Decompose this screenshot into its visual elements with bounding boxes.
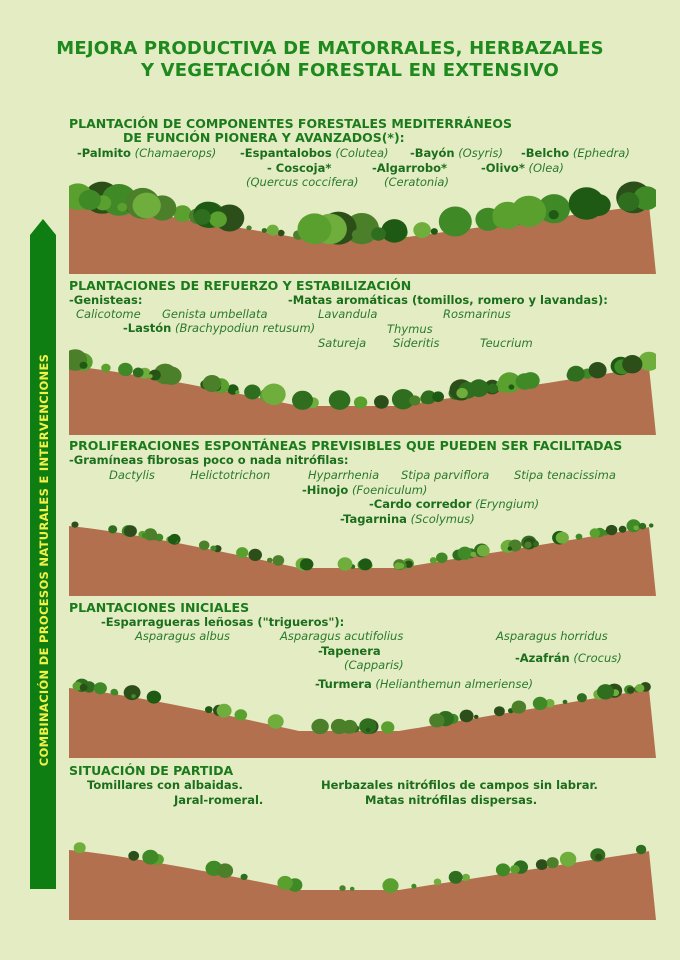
- species-cardo-corredor: [369, 497, 539, 511]
- vegetation-shrub: [432, 391, 444, 402]
- text-tomillares: Tomillares con albaidas.: [87, 778, 243, 792]
- vegetation-shrub: [108, 525, 117, 533]
- species-common-name: -Olivo*: [481, 161, 525, 175]
- vegetation-shrub: [549, 210, 559, 219]
- vegetation-shrub: [597, 684, 614, 699]
- vegetation-shrub: [635, 684, 644, 692]
- landscape-iniciales: [69, 676, 656, 758]
- species-common-name: -Belcho: [521, 146, 570, 160]
- section-espontaneas-heading: PROLIFERACIONES ESPONTÁNEAS PREVISIBLES QUE PUEDEN SER FACILITADAS: [69, 438, 623, 453]
- vegetation-shrub: [248, 549, 262, 561]
- species-scientific-name: (Ephedra): [572, 146, 630, 160]
- vegetation-shrub: [524, 542, 531, 549]
- species-bayon: [410, 146, 503, 160]
- vegetation-shrub: [590, 528, 600, 538]
- vegetation-shrub: [267, 225, 279, 236]
- species-scientific-name: (Brachypodiun retusum): [174, 321, 316, 335]
- species-rosmarinus: Rosmarinus: [443, 307, 511, 321]
- vegetation-shrub: [381, 721, 394, 733]
- section-partida-heading: SITUACIÓN DE PARTIDA: [69, 763, 234, 778]
- vegetation-shrub: [94, 682, 107, 694]
- vegetation-shrub: [217, 863, 233, 878]
- text-matas-nitrofilas: Matas nitrófilas dispersas.: [365, 793, 538, 807]
- vegetation-shrub: [371, 227, 386, 240]
- vegetation-shrub: [205, 706, 213, 713]
- vegetation-shrub: [627, 519, 641, 532]
- species-scientific-name: (Colutea): [335, 146, 389, 160]
- vegetation-shrub: [147, 691, 161, 704]
- landscape-refuerzo: [69, 344, 656, 435]
- vegetation-shrub: [268, 714, 284, 729]
- vegetation-shrub: [236, 547, 248, 558]
- vegetation-shrub: [329, 390, 351, 410]
- vegetation-shrub: [569, 187, 605, 219]
- vegetation-shrub: [547, 857, 559, 868]
- vegetation-shrub: [496, 863, 510, 876]
- vegetation-shrub: [411, 884, 416, 889]
- species-genista: Genista umbellata: [162, 307, 268, 321]
- vegetation-shrub: [359, 558, 372, 570]
- vegetation-shrub: [563, 700, 568, 704]
- species-scientific-name: (Helianthemun almeriense): [375, 677, 534, 691]
- species-thymus: Thymus: [387, 322, 433, 336]
- vegetation-shrub: [618, 192, 639, 211]
- vegetation-shrub: [111, 689, 118, 696]
- vegetation-shrub: [382, 878, 398, 893]
- vegetation-shrub: [79, 190, 101, 210]
- vegetation-shrub: [350, 887, 355, 891]
- vegetation-shrub: [148, 374, 153, 378]
- species-sideritis: Sideritis: [393, 336, 440, 350]
- species-scientific-name: (Osyris): [458, 146, 503, 160]
- vegetation-shrub: [516, 373, 534, 389]
- species-common-name: -Lastón: [123, 321, 172, 335]
- vegetation-shrub: [458, 547, 473, 560]
- section-forestales-heading-2: DE FUNCIÓN PIONERA Y AVANZADOS(*):: [123, 130, 405, 145]
- vegetation-shrub: [462, 874, 470, 881]
- species-common-name: -Tagarnina: [340, 512, 407, 526]
- vegetation-shrub: [80, 362, 88, 369]
- vegetation-shrub: [439, 207, 472, 237]
- species-stipa-parviflora: Stipa parviflora: [401, 468, 490, 482]
- vegetation-shrub: [595, 854, 602, 860]
- vegetation-shrub: [430, 557, 437, 564]
- vegetation-shrub: [633, 525, 638, 530]
- section-forestales-heading-1: PLANTACIÓN DE COMPONENTES FORESTALES MEDITERRÁNEOS: [69, 116, 512, 131]
- vegetation-shrub: [72, 522, 79, 528]
- section-refuerzo-heading: PLANTACIONES DE REFUERZO Y ESTABILIZACIÓN: [69, 278, 412, 293]
- vegetation-shrub: [533, 697, 548, 710]
- species-teucrium: Teucrium: [480, 336, 533, 350]
- vegetation-shrub: [275, 557, 284, 565]
- vegetation-shrub: [210, 546, 216, 552]
- species-esparragueras: -Esparragueras leñosas ("trigueros"):: [101, 615, 345, 629]
- vegetation-shrub: [621, 528, 625, 532]
- vegetation-shrub: [606, 525, 617, 535]
- vegetation-shrub: [161, 367, 181, 385]
- species-scientific-name: (Olea): [528, 161, 564, 175]
- species-asparagus-horridus: Asparagus horridus: [496, 629, 608, 643]
- species-stipa-tenacissima: Stipa tenacissima: [514, 468, 616, 482]
- species-dactylis: Dactylis: [109, 468, 155, 482]
- vegetation-shrub: [133, 193, 161, 219]
- vegetation-shrub: [622, 355, 642, 373]
- species-asparagus-acutifolius: Asparagus acutifolius: [280, 629, 404, 643]
- species-palmito: [77, 146, 216, 160]
- vegetation-shrub: [536, 859, 548, 870]
- vegetation-shrub: [366, 728, 371, 732]
- vegetation-shrub: [449, 871, 463, 884]
- vegetation-shrub: [142, 533, 148, 538]
- species-coscoja-scientific: (Quercus coccifera): [246, 175, 359, 189]
- species-algarrobo-scientific: (Ceratonia): [384, 175, 449, 189]
- vegetation-shrub: [639, 523, 646, 530]
- vegetation-shrub: [150, 533, 158, 540]
- species-common-name: -Cardo corredor: [369, 497, 472, 511]
- vegetation-shrub: [560, 852, 576, 867]
- vegetation-shrub: [235, 390, 239, 394]
- species-olivo: [481, 161, 564, 175]
- vegetation-shrub: [434, 879, 442, 886]
- species-helictotrichon: Helictotrichon: [190, 468, 271, 482]
- vegetation-shrub: [277, 876, 292, 890]
- vegetation-shrub: [339, 885, 345, 891]
- species-tapenera-scientific: (Capparis): [344, 658, 404, 672]
- section-iniciales-heading: PLANTACIONES INICIALES: [69, 600, 250, 615]
- vegetation-shrub: [567, 366, 584, 382]
- vegetation-shrub: [627, 687, 635, 694]
- species-azafran: [515, 651, 622, 665]
- vegetation-shrub: [217, 704, 232, 718]
- text-jaral-romeral: Jaral-romeral.: [174, 793, 264, 807]
- vegetation-shrub: [512, 701, 526, 714]
- vegetation-shrub: [235, 709, 248, 720]
- vegetation-shrub: [124, 525, 137, 537]
- vegetation-shrub: [128, 851, 139, 861]
- species-hyparrhenia: Hyparrhenia: [308, 468, 380, 482]
- vegetation-shrub: [533, 541, 539, 546]
- vegetation-shrub: [649, 523, 654, 527]
- species-espantalobos: [240, 146, 389, 160]
- species-scientific-name: (Chamaerops): [134, 146, 217, 160]
- vegetation-shrub: [101, 364, 110, 373]
- vegetation-shrub: [470, 552, 476, 557]
- vegetation-shrub: [246, 226, 251, 231]
- species-scientific-name: (Foeniculum): [351, 483, 428, 497]
- vegetation-shrub: [131, 694, 136, 698]
- vegetation-shrub: [209, 211, 227, 227]
- species-common-name: -Azafrán: [515, 651, 570, 665]
- vegetation-shrub: [494, 706, 505, 716]
- vegetation-shrub: [508, 547, 513, 551]
- species-scientific-name: (Crocus): [573, 651, 622, 665]
- vegetation-shrub: [456, 388, 467, 398]
- species-lavandula: Lavandula: [318, 307, 378, 321]
- species-common-name: -Bayón: [410, 146, 455, 160]
- vegetation-shrub: [374, 395, 389, 409]
- landscape-espontaneas: [69, 516, 656, 596]
- vegetation-shrub: [262, 384, 286, 406]
- vegetation-shrub: [460, 710, 474, 723]
- species-laston: [123, 321, 315, 335]
- landscape-forestales: [69, 180, 656, 274]
- vegetation-shrub: [556, 532, 569, 544]
- vegetation-shrub: [431, 228, 438, 235]
- species-satureja: Satureja: [318, 336, 367, 350]
- vegetation-shrub: [241, 874, 248, 880]
- page-title-line-2: Y VEGETACIÓN FORESTAL EN EXTENSIVO: [140, 60, 560, 81]
- vegetation-shrub: [292, 391, 313, 410]
- vegetation-shrub: [118, 363, 133, 376]
- vegetation-shrub: [153, 373, 160, 380]
- species-gramineas: -Gramíneas fibrosas poco o nada nitrófilas:: [69, 453, 349, 467]
- species-matas-aromaticas: -Matas aromáticas (tomillos, romero y lavandas):: [288, 293, 608, 307]
- vegetation-shrub: [194, 209, 211, 225]
- landscape-partida: [69, 842, 656, 920]
- vegetation-shrub: [199, 541, 210, 551]
- species-tapenera: -Tapenera: [318, 644, 381, 658]
- vegetation-shrub: [267, 558, 273, 563]
- vegetation-shrub: [413, 222, 431, 238]
- vegetation-shrub: [80, 684, 88, 691]
- species-scientific-name: (Scolymus): [410, 512, 475, 526]
- vegetation-shrub: [429, 714, 444, 728]
- vegetation-shrub: [436, 553, 448, 564]
- vegetation-shrub: [510, 865, 520, 874]
- vegetation-shrub: [168, 535, 178, 544]
- vegetation-shrub: [244, 385, 261, 400]
- vegetation-shrub: [354, 396, 367, 408]
- vegetation-shrub: [312, 719, 329, 734]
- vegetation-shrub: [262, 228, 267, 233]
- species-asparagus-albus: Asparagus albus: [135, 629, 231, 643]
- vegetation-shrub: [469, 379, 489, 397]
- species-scientific-name: (Eryngium): [475, 497, 540, 511]
- progression-arrow-label: COMBINACIÓN DE PROCESOS NATURALES E INTERVENCIONES: [37, 353, 51, 767]
- vegetation-shrub: [352, 229, 364, 240]
- vegetation-shrub: [117, 203, 127, 212]
- vegetation-shrub: [203, 375, 222, 392]
- species-genisteas: -Genisteas:: [69, 293, 143, 307]
- species-calicotome: Calicotome: [76, 307, 141, 321]
- vegetation-shrub: [589, 362, 607, 378]
- vegetation-shrub: [460, 222, 470, 231]
- vegetation-shrub: [338, 557, 353, 570]
- vegetation-shrub: [636, 845, 646, 855]
- species-belcho: [521, 146, 630, 160]
- vegetation-shrub: [298, 213, 332, 244]
- species-algarrobo: -Algarrobo*: [372, 161, 447, 175]
- vegetation-shrub: [474, 715, 479, 719]
- vegetation-shrub: [300, 558, 313, 570]
- text-herbazales: Herbazales nitrófilos de campos sin labrar.: [321, 778, 598, 792]
- page-title-line-1: MEJORA PRODUCTIVA DE MATORRALES, HERBAZALES: [56, 38, 604, 59]
- vegetation-shrub: [398, 563, 404, 569]
- species-common-name: -Hinojo: [302, 483, 349, 497]
- species-coscoja: - Coscoja*: [267, 161, 332, 175]
- vegetation-shrub: [331, 719, 348, 734]
- vegetation-shrub: [487, 384, 498, 394]
- species-common-name: -Turmera: [315, 677, 372, 691]
- species-hinojo: [302, 483, 427, 497]
- vegetation-shrub: [477, 545, 490, 557]
- vegetation-shrub: [142, 850, 158, 865]
- vegetation-shrub: [576, 534, 583, 540]
- vegetation-shrub: [577, 693, 587, 702]
- vegetation-shrub: [124, 685, 141, 700]
- vegetation-shrub: [509, 384, 515, 389]
- species-common-name: -Palmito: [77, 146, 131, 160]
- vegetation-shrub: [493, 210, 512, 228]
- vegetation-shrub: [74, 842, 86, 853]
- vegetation-shrub: [133, 368, 144, 378]
- vegetation-shrub: [381, 219, 407, 243]
- vegetation-shrub: [409, 395, 420, 405]
- species-common-name: -Espantalobos: [240, 146, 332, 160]
